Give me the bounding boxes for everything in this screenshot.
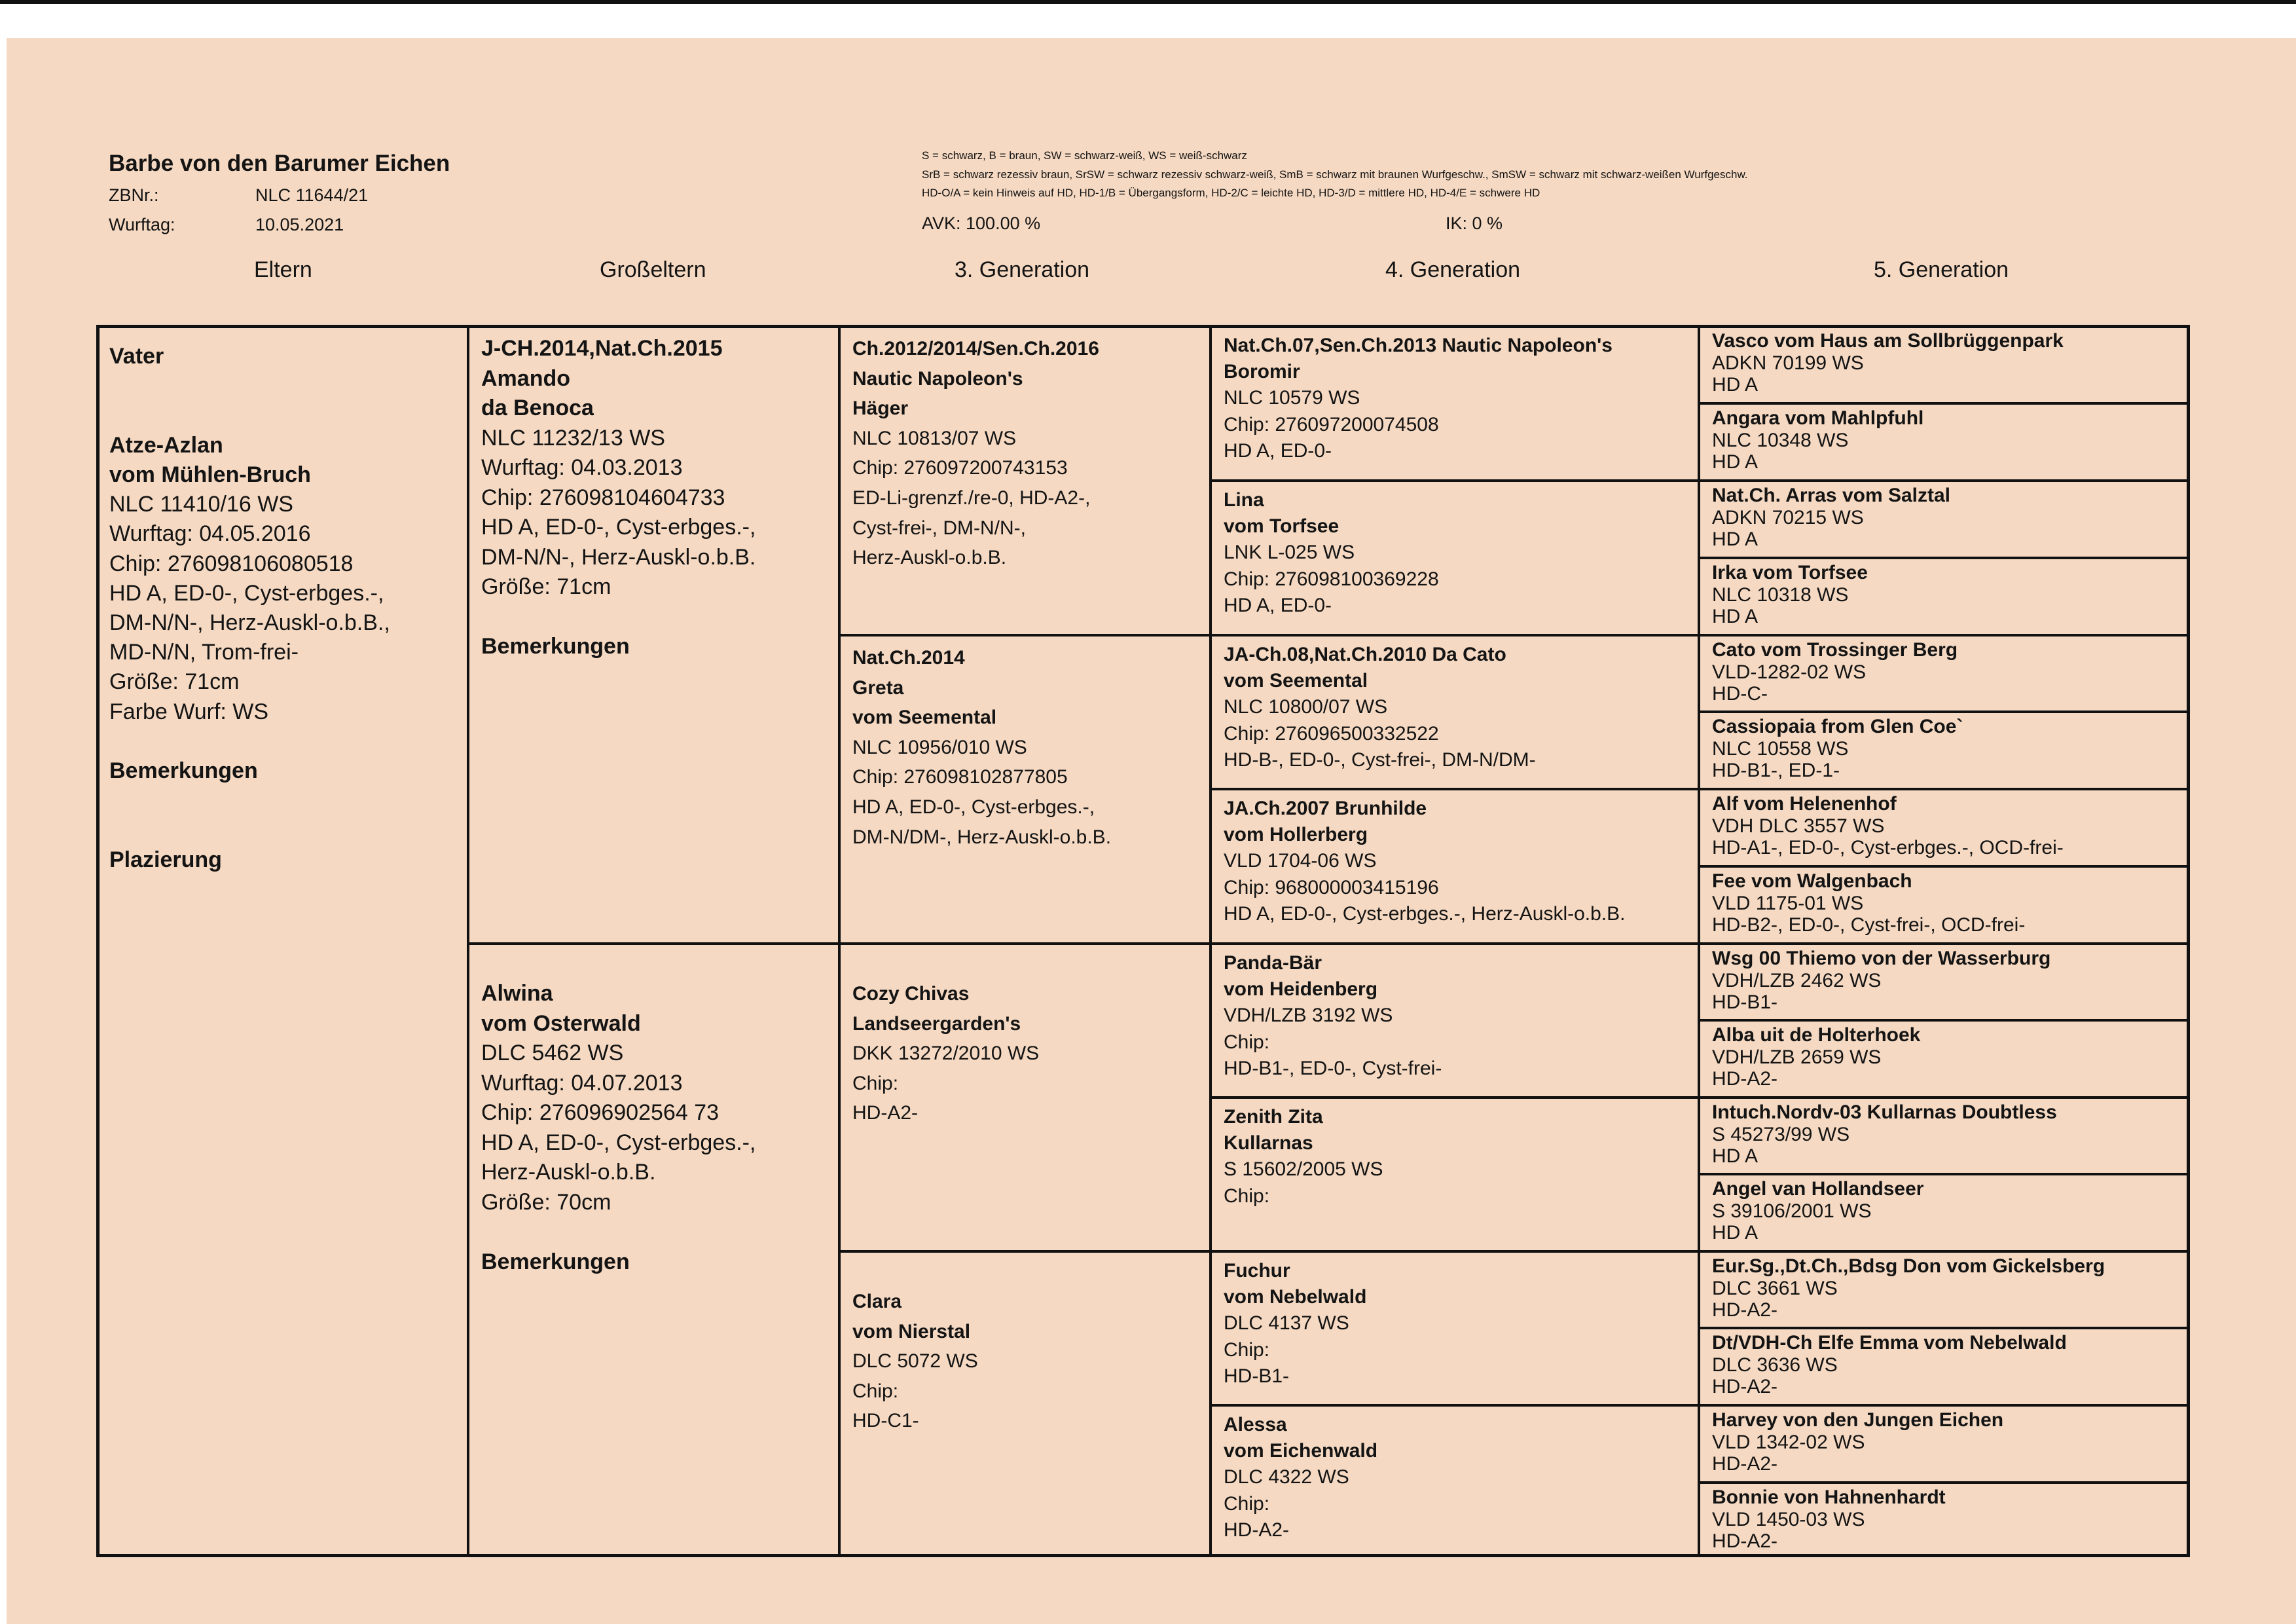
gen5-name: Angara vom Mahlpfuhl bbox=[1712, 407, 1924, 429]
legend-hd: HD-O/A = kein Hinweis auf HD, HD-1/B = Übergangsform, HD-2/C = leichte HD, HD-3/D = mittlere HD, HD-4/E = schwere HD bbox=[922, 187, 1540, 199]
grandparent-line: HD A, ED-0-, Cyst-erbges.-, bbox=[481, 515, 756, 540]
gen5-line: HD-A2- bbox=[1712, 1453, 1778, 1475]
grandparent-cell bbox=[469, 945, 838, 1557]
grandparent-name: Alwina bbox=[481, 981, 553, 1006]
gen3-line: Chip: bbox=[852, 1072, 899, 1094]
gen5-line: VDH DLC 3557 WS bbox=[1712, 815, 1885, 837]
gen3-line: DM-N/DM-, Herz-Auskl-o.b.B. bbox=[852, 826, 1112, 848]
gen3-name: Cozy Chivas bbox=[852, 983, 970, 1005]
gen3-name: Clara bbox=[852, 1291, 902, 1312]
gen4-line: HD A, ED-0-, Cyst-erbges.-, Herz-Auskl-o.b.B. bbox=[1224, 902, 1626, 925]
gen5-line: HD-A1-, ED-0-, Cyst-erbges.-, OCD-frei- bbox=[1712, 837, 2064, 859]
legend-recessive: SrB = schwarz rezessiv braun, SrSW = schwarz rezessiv schwarz-weiß, SmB = schwarz mit braunen Wurfgeschw., SmSW = schwarz mit schwarz-weißen Wurfgeschw. bbox=[922, 168, 1748, 181]
father-health: HD A, ED-0-, Cyst-erbges.-, bbox=[109, 580, 384, 606]
grandparent-kennel: da Benoca bbox=[481, 396, 594, 421]
gen5-cell bbox=[1700, 1329, 2187, 1404]
gen5-line: VLD 1342-02 WS bbox=[1712, 1431, 1865, 1453]
gen5-cell bbox=[1700, 559, 2187, 634]
gen5-line: VLD 1450-03 WS bbox=[1712, 1508, 1865, 1530]
grandparent-title: J-CH.2014,Nat.Ch.2015 bbox=[481, 336, 723, 361]
grandparent-line: Chip: 276098104604733 bbox=[481, 485, 725, 510]
zb-value: NLC 11644/21 bbox=[255, 185, 369, 205]
gen3-line: Cyst-frei-, DM-N/N-, bbox=[852, 517, 1026, 539]
father-remarks: Bemerkungen bbox=[109, 758, 258, 784]
grandparent-line: Größe: 70cm bbox=[481, 1189, 611, 1215]
gen5-name: Cassiopaia from Glen Coe` bbox=[1712, 716, 1963, 737]
father-kennel: vom Mühlen-Bruch bbox=[109, 462, 311, 487]
gen4-line: HD-B1-, ED-0-, Cyst-frei- bbox=[1224, 1057, 1442, 1079]
gen5-name: Intuch.Nordv-03 Kullarnas Doubtless bbox=[1712, 1101, 2057, 1123]
gen3-line: HD A, ED-0-, Cyst-erbges.-, bbox=[852, 796, 1095, 818]
gen5-name: Fee vom Walgenbach bbox=[1712, 870, 1912, 892]
gen4-line: Chip: 276096500332522 bbox=[1224, 722, 1439, 745]
gen3-line: ED-Li-grenzf./re-0, HD-A2-, bbox=[852, 487, 1091, 509]
grandparent-name: Amando bbox=[481, 365, 570, 391]
grandparent-remarks: Bemerkungen bbox=[481, 634, 630, 659]
gen5-cell bbox=[1700, 1175, 2187, 1250]
gen4-cell bbox=[1212, 482, 1698, 634]
wurftag-label: Wurftag: bbox=[109, 215, 175, 234]
gen5-cell bbox=[1700, 1099, 2187, 1173]
gen5-cell bbox=[1700, 482, 2187, 557]
gen3-kennel: vom Seemental bbox=[852, 707, 997, 729]
gen3-name: Greta bbox=[852, 676, 904, 699]
grandparent-line: Größe: 71cm bbox=[481, 574, 611, 600]
grandparent-line: Herz-Auskl-o.b.B. bbox=[481, 1160, 656, 1185]
gen5-line: HD A bbox=[1712, 606, 1758, 628]
gen5-name: Bonnie von Hahnenhardt bbox=[1712, 1486, 1946, 1508]
ik-value: IK: 0 % bbox=[1446, 213, 1503, 233]
zb-label: ZBNr.: bbox=[109, 185, 159, 205]
gen4-line: NLC 10800/07 WS bbox=[1224, 696, 1388, 718]
gen4-name: Panda-Bär bbox=[1224, 952, 1322, 974]
gen4-cell bbox=[1212, 790, 1698, 942]
gen5-line: HD A bbox=[1712, 374, 1758, 396]
gen3-title: Ch.2012/2014/Sen.Ch.2016 bbox=[852, 338, 1099, 360]
gen5-cell bbox=[1700, 405, 2187, 479]
gen5-line: HD-B1-, ED-1- bbox=[1712, 760, 1840, 782]
gen5-line: VDH/LZB 2659 WS bbox=[1712, 1046, 1882, 1068]
gen5-name: Cato vom Trossinger Berg bbox=[1712, 639, 1958, 661]
gen4-kennel: vom Hollerberg bbox=[1224, 824, 1368, 846]
gen4-name: Lina bbox=[1224, 489, 1264, 511]
father-placement: Plazierung bbox=[109, 847, 222, 872]
gen5-cell bbox=[1700, 1022, 2187, 1096]
father-chip: Chip: 276098106080518 bbox=[109, 551, 354, 576]
gen5-line: HD-B2-, ED-0-, Cyst-frei-, OCD-frei- bbox=[1712, 914, 2026, 936]
gen5-cell bbox=[1700, 1407, 2187, 1481]
grandparent-kennel: vom Osterwald bbox=[481, 1010, 641, 1036]
gen3-line: NLC 10813/07 WS bbox=[852, 427, 1017, 449]
grandparent-line: Wurftag: 04.07.2013 bbox=[481, 1070, 683, 1096]
gen5-line: NLC 10348 WS bbox=[1712, 429, 1849, 451]
gen-header-grandparents: Großeltern bbox=[600, 257, 706, 282]
gen5-line: S 45273/99 WS bbox=[1712, 1123, 1850, 1145]
gen3-cell bbox=[841, 327, 1209, 634]
grandparent-cell bbox=[469, 327, 838, 942]
gen4-line: HD-B1- bbox=[1224, 1365, 1290, 1387]
gen4-cell bbox=[1212, 637, 1698, 788]
gen5-cell bbox=[1700, 1253, 2187, 1327]
gen5-line: HD-A2- bbox=[1712, 1376, 1778, 1398]
father-color: Farbe Wurf: WS bbox=[109, 699, 269, 724]
gen5-line: HD A bbox=[1712, 1145, 1758, 1168]
gen4-name: Boromir bbox=[1224, 361, 1300, 383]
wurftag-value: 10.05.2021 bbox=[255, 215, 344, 234]
gen4-kennel: Kullarnas bbox=[1224, 1132, 1313, 1154]
avk-value: AVK: 100.00 % bbox=[922, 213, 1041, 233]
gen5-line: HD A bbox=[1712, 528, 1758, 551]
grandparent-line: Wurftag: 04.03.2013 bbox=[481, 455, 683, 481]
gen4-line: Chip: bbox=[1224, 1492, 1270, 1515]
gen4-line: VDH/LZB 3192 WS bbox=[1224, 1005, 1393, 1027]
gen4-line: DLC 4322 WS bbox=[1224, 1466, 1349, 1488]
gen5-line: HD-B1- bbox=[1712, 991, 1778, 1014]
gen-header-4: 4. Generation bbox=[1385, 257, 1521, 282]
gen5-cell bbox=[1700, 868, 2187, 942]
gen3-line: HD-C1- bbox=[852, 1410, 919, 1432]
gen3-line: DLC 5072 WS bbox=[852, 1350, 978, 1373]
grandparent-line: HD A, ED-0-, Cyst-erbges.-, bbox=[481, 1130, 756, 1155]
father-birth: Wurftag: 04.05.2016 bbox=[109, 521, 311, 547]
gen5-line: HD A bbox=[1712, 451, 1758, 473]
grandparent-line: DM-N/N-, Herz-Auskl-o.b.B. bbox=[481, 544, 756, 570]
gen3-kennel: Häger bbox=[852, 397, 909, 420]
gen5-name: Alba uit de Holterhoek bbox=[1712, 1024, 1921, 1046]
gen3-line: Herz-Auskl-o.b.B. bbox=[852, 547, 1007, 569]
gen5-cell bbox=[1700, 637, 2187, 710]
gen3-line: Chip: 276098102877805 bbox=[852, 766, 1068, 788]
gen3-title: Nat.Ch.2014 bbox=[852, 647, 965, 669]
gen4-name: Fuchur bbox=[1224, 1260, 1290, 1282]
gen4-kennel: vom Eichenwald bbox=[1224, 1440, 1378, 1462]
gen5-name: Eur.Sg.,Dt.Ch.,Bdsg Don vom Gickelsberg bbox=[1712, 1255, 2105, 1277]
gen3-name: Nautic Napoleon's bbox=[852, 367, 1023, 390]
gen4-kennel: vom Seemental bbox=[1224, 670, 1368, 692]
top-border bbox=[0, 0, 2296, 4]
gen4-kennel: vom Heidenberg bbox=[1224, 978, 1378, 1001]
gen4-line: NLC 10579 WS bbox=[1224, 387, 1360, 409]
gen4-cell bbox=[1212, 1099, 1698, 1250]
gen3-kennel: Landseergarden's bbox=[852, 1012, 1021, 1035]
gen4-line: Chip: 276097200074508 bbox=[1224, 413, 1439, 435]
father-name: Atze-Azlan bbox=[109, 432, 223, 458]
gen5-line: HD-A2- bbox=[1712, 1299, 1778, 1321]
gen5-line: VLD 1175-01 WS bbox=[1712, 892, 1864, 914]
gen5-line: S 39106/2001 WS bbox=[1712, 1200, 1872, 1222]
gen5-cell bbox=[1700, 945, 2187, 1019]
gen4-name: Zenith Zita bbox=[1224, 1106, 1323, 1128]
grandparent-line: Chip: 276096902564 73 bbox=[481, 1100, 719, 1126]
gen4-title: JA.Ch.2007 Brunhilde bbox=[1224, 798, 1427, 819]
gen4-kennel: vom Torfsee bbox=[1224, 515, 1339, 538]
gen4-line: DLC 4137 WS bbox=[1224, 1312, 1349, 1335]
gen-header-parents: Eltern bbox=[254, 257, 312, 282]
gen3-line: Chip: 276097200743153 bbox=[852, 457, 1068, 479]
gen4-line: Chip: 276098100369228 bbox=[1224, 568, 1439, 590]
gen4-kennel: vom Nebelwald bbox=[1224, 1286, 1367, 1308]
gen4-line: HD A, ED-0- bbox=[1224, 594, 1332, 616]
gen4-line: Chip: bbox=[1224, 1185, 1270, 1207]
gen5-line: DLC 3636 WS bbox=[1712, 1354, 1838, 1376]
gen4-line: LNK L-025 WS bbox=[1224, 542, 1355, 564]
gen4-line: Chip: bbox=[1224, 1031, 1270, 1053]
gen4-line: S 15602/2005 WS bbox=[1224, 1158, 1383, 1181]
grandparent-line: DLC 5462 WS bbox=[481, 1041, 624, 1066]
gen4-cell bbox=[1212, 327, 1698, 479]
gen4-line: VLD 1704-06 WS bbox=[1224, 850, 1377, 872]
gen4-name: Alessa bbox=[1224, 1414, 1287, 1435]
gen5-line: NLC 10318 WS bbox=[1712, 583, 1849, 606]
gen5-line: HD-A2- bbox=[1712, 1068, 1778, 1090]
gen5-line: DLC 3661 WS bbox=[1712, 1277, 1838, 1299]
dog-name: Barbe von den Barumer Eichen bbox=[109, 151, 450, 176]
gen5-name: Alf vom Helenenhof bbox=[1712, 793, 1897, 815]
gen5-cell bbox=[1700, 790, 2187, 865]
gen4-cell bbox=[1212, 1407, 1698, 1557]
gen5-line: HD-A2- bbox=[1712, 1530, 1778, 1553]
father-reg: NLC 11410/16 WS bbox=[109, 492, 293, 517]
gen5-line: NLC 10558 WS bbox=[1712, 737, 1849, 760]
gen4-title: Nat.Ch.07,Sen.Ch.2013 Nautic Napoleon's bbox=[1224, 335, 1613, 356]
gen3-cell bbox=[841, 637, 1209, 942]
gen-header-5: 5. Generation bbox=[1874, 257, 2009, 282]
gen3-line: NLC 10956/010 WS bbox=[852, 736, 1027, 758]
gen4-cell bbox=[1212, 1253, 1698, 1404]
gen5-name: Vasco vom Haus am Sollbrüggenpark bbox=[1712, 330, 2064, 352]
gen5-name: Angel van Hollandseer bbox=[1712, 1178, 1924, 1200]
gen3-line: HD-A2- bbox=[852, 1102, 919, 1124]
gen5-line: ADKN 70199 WS bbox=[1712, 352, 1864, 374]
gen5-name: Dt/VDH-Ch Elfe Emma vom Nebelwald bbox=[1712, 1332, 2067, 1354]
gen4-cell bbox=[1212, 945, 1698, 1096]
father-size: Größe: 71cm bbox=[109, 669, 240, 695]
gen5-name: Harvey von den Jungen Eichen bbox=[1712, 1409, 2004, 1431]
gen5-line: VDH/LZB 2462 WS bbox=[1712, 969, 1882, 991]
gen4-line: HD A, ED-0- bbox=[1224, 439, 1332, 462]
gen5-name: Nat.Ch. Arras vom Salztal bbox=[1712, 485, 1950, 506]
gen4-line: Chip: bbox=[1224, 1338, 1270, 1361]
gen5-cell bbox=[1700, 713, 2187, 788]
gen5-cell bbox=[1700, 1484, 2187, 1557]
father-heading: Vater bbox=[109, 344, 164, 369]
gen3-cell bbox=[841, 945, 1209, 1250]
father-health: MD-N/N, Trom-frei- bbox=[109, 640, 299, 665]
gen5-name: Wsg 00 Thiemo von der Wasserburg bbox=[1712, 948, 2051, 969]
gen5-line: ADKN 70215 WS bbox=[1712, 506, 1864, 528]
gen3-line: DKK 13272/2010 WS bbox=[852, 1043, 1040, 1065]
gen4-title: JA-Ch.08,Nat.Ch.2010 Da Cato bbox=[1224, 644, 1506, 665]
gen3-cell bbox=[841, 1253, 1209, 1557]
gen-header-3: 3. Generation bbox=[955, 257, 1090, 282]
gen4-line: Chip: 968000003415196 bbox=[1224, 876, 1439, 898]
father-health: DM-N/N-, Herz-Auskl-o.b.B., bbox=[109, 610, 390, 635]
gen4-line: HD-B-, ED-0-, Cyst-frei-, DM-N/DM- bbox=[1224, 748, 1536, 771]
legend-colors: S = schwarz, B = braun, SW = schwarz-weiß, WS = weiß-schwarz bbox=[922, 149, 1247, 162]
father-cell bbox=[96, 325, 468, 1557]
grandparent-line: NLC 11232/13 WS bbox=[481, 425, 665, 451]
gen4-line: HD-A2- bbox=[1224, 1519, 1290, 1541]
gen3-kennel: vom Nierstal bbox=[852, 1320, 971, 1342]
gen5-cell bbox=[1700, 327, 2187, 402]
gen5-line: HD A bbox=[1712, 1222, 1758, 1244]
grandparent-remarks: Bemerkungen bbox=[481, 1249, 630, 1274]
gen3-line: Chip: bbox=[852, 1380, 899, 1402]
gen5-line: VLD-1282-02 WS bbox=[1712, 661, 1867, 683]
gen5-line: HD-C- bbox=[1712, 683, 1768, 705]
gen5-name: Irka vom Torfsee bbox=[1712, 562, 1868, 583]
